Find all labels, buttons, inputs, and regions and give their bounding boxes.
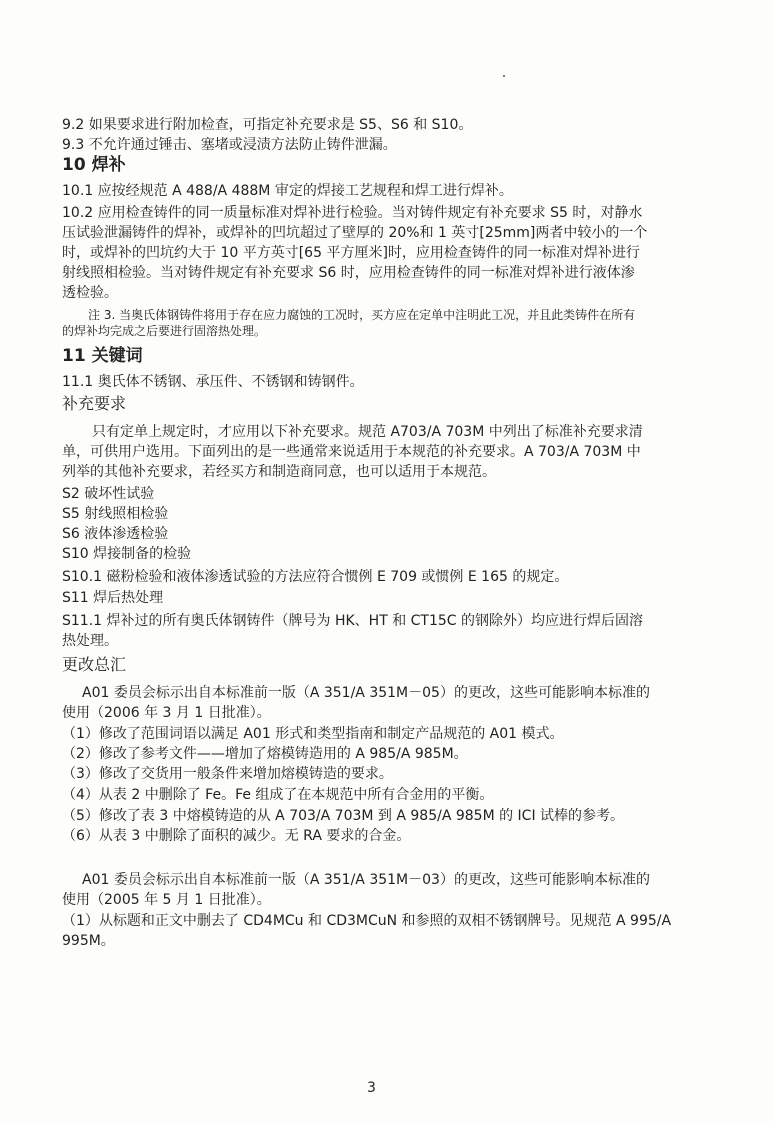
clause-9-3: 9.3 不允许通过锤击、塞堵或浸渍方法防止铸件泄漏。 — [62, 137, 397, 153]
s10: S10 焊接制备的检验 — [62, 546, 192, 562]
s2: S2 破坏性试验 — [62, 486, 155, 502]
heading-10: 10 焊补 — [62, 155, 126, 175]
s5: S5 射线照相检验 — [62, 506, 169, 522]
clause-10-2-line-5: 透检验。 — [62, 285, 118, 301]
heading-supplementary: 补充要求 — [62, 394, 127, 413]
s11-1-line-2: 热处理。 — [62, 633, 118, 649]
change-item-2: （2）修改了参考文件——增加了熔模铸造用的 A 985/A 985M。 — [62, 746, 468, 762]
note-3-line-1: 注 3. 当奥氏体钢铸件将用于存在应力腐蚀的工况时，买方应在定单中注明此工况，并且此类铸件在所有 — [88, 308, 636, 322]
changes-05-intro-line-1: A01 委员会标示出自本标准前一版（A 351/A 351M－05）的更改，这些可能影响本标准的 — [82, 685, 650, 701]
change-item-1: （1）修改了范围词语以满足 A01 形式和类型指南和制定产品规范的 A01 模式。 — [62, 726, 564, 742]
change-item-3: （3）修改了交货用一般条件来增加熔模铸造的要求。 — [62, 766, 393, 782]
page-number: 3 — [367, 1080, 376, 1096]
clause-10-2-line-3: 时，或焊补的凹坑约大于 10 平方英寸[65 平方厘米]时，应用检查铸件的同一标准对焊补进行 — [62, 245, 640, 261]
clause-10-2-line-4: 射线照相检验。当对铸件规定有补充要求 S6 时，应用检查铸件的同一标准对焊补进行液体渗 — [62, 265, 635, 281]
s11: S11 焊后热处理 — [62, 590, 164, 606]
supplementary-intro-line-3: 列举的其他补充要求，若经买方和制造商同意，也可以适用于本规范。 — [62, 464, 496, 480]
clause-10-2-line-1: 10.2 应用检查铸件的同一质量标准对焊补进行检验。当对铸件规定有补充要求 S5 时，对静水 — [62, 205, 643, 221]
scan-speck — [503, 75, 505, 77]
s11-1-line-1: S11.1 焊补过的所有奥氏体钢铸件（牌号为 HK、HT 和 CT15C 的钢除外）均应进行焊后固溶 — [62, 613, 644, 629]
supplementary-intro-line-1: 只有定单上规定时，才应用以下补充要求。规范 A703/A 703M 中列出了标准补充要求清 — [92, 424, 643, 440]
changes-03-intro-line-2: 使用（2005 年 5 月 1 日批准）。 — [62, 892, 271, 908]
s6: S6 液体渗透检验 — [62, 526, 169, 542]
change-03-item-1-line-1: （1）从标题和正文中删去了 CD4MCu 和 CD3MCuN 和参照的双相不锈钢牌号。见规范 A 995/A — [62, 913, 672, 929]
change-03-item-1-line-2: 995M。 — [62, 933, 115, 949]
heading-11: 11 关键词 — [62, 346, 143, 366]
changes-05-intro-line-2: 使用（2006 年 3 月 1 日批准）。 — [62, 705, 271, 721]
supplementary-intro-line-2: 单，可供用户选用。下面列出的是一些通常来说适用于本规范的补充要求。A 703/A 703M 中 — [62, 444, 641, 460]
change-item-5: （5）修改了表 3 中熔模铸造的从 A 703/A 703M 到 A 985/A 985M 的 ICI 试棒的参考。 — [62, 808, 625, 824]
clause-10-2-line-2: 压试验泄漏铸件的焊补，或焊补的凹坑超过了壁厚的 20%和 1 英寸[25mm]两者中较小的一个 — [62, 225, 648, 241]
clause-9-2: 9.2 如果要求进行附加检查，可指定补充要求是 S5、S6 和 S10。 — [62, 117, 473, 133]
change-item-4: （4）从表 2 中删除了 Fe。Fe 组成了在本规范中所有合金用的平衡。 — [62, 787, 494, 803]
clause-10-1: 10.1 应按经规范 A 488/A 488M 审定的焊接工艺规程和焊工进行焊补。 — [62, 183, 513, 199]
note-3-line-2: 的焊补均完成之后要进行固溶热处理。 — [62, 324, 267, 338]
changes-03-intro-line-1: A01 委员会标示出自本标准前一版（A 351/A 351M－03）的更改，这些可能影响本标准的 — [82, 872, 650, 888]
change-item-6: （6）从表 3 中删除了面积的减少。无 RA 要求的合金。 — [62, 828, 411, 844]
s10-1: S10.1 磁粉检验和液体渗透试验的方法应符合惯例 E 709 或惯例 E 165 的规定。 — [62, 569, 569, 585]
heading-summary-of-changes: 更改总汇 — [62, 655, 127, 674]
clause-11-1: 11.1 奥氏体不锈钢、承压件、不锈钢和铸钢件。 — [62, 374, 364, 390]
